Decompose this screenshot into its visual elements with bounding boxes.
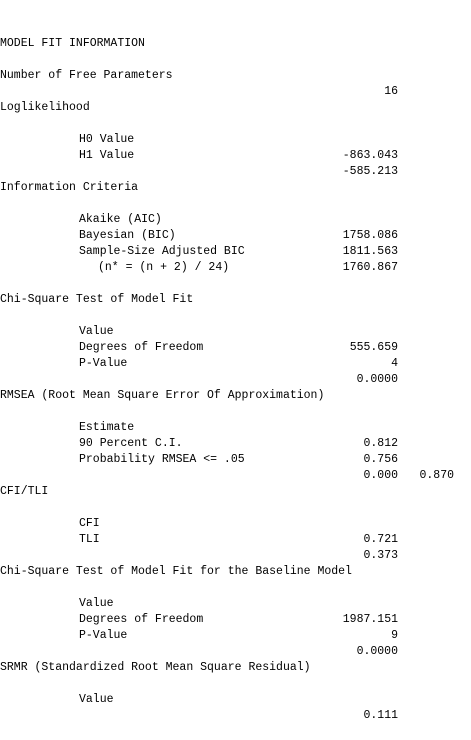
rmsea-estimate-value: 0.812: [363, 437, 398, 450]
srmr-header-row: [0, 644, 471, 674]
rmsea-prob-label: Probability RMSEA <= .05: [79, 453, 245, 466]
cfitli-header-row: [0, 468, 471, 498]
srmr-value-label: Value: [79, 693, 114, 706]
chisq-p-label: P-Value: [79, 357, 128, 370]
chisq-df-value: 4: [391, 357, 398, 370]
rmsea-header-row: [0, 372, 471, 402]
section-title-row: [0, 20, 471, 50]
baseline-value-label: Value: [79, 597, 114, 610]
srmr-header: SRMR (Standardized Root Mean Square Residual): [0, 661, 311, 674]
baseline-header-row: [0, 548, 471, 578]
bic-label: Bayesian (BIC): [79, 229, 176, 242]
chisq-p-row: [0, 340, 471, 386]
bic-value: 1811.563: [342, 245, 398, 258]
h1-label: H1 Value: [79, 149, 135, 162]
chisq-header-row: [0, 276, 471, 306]
sabic-label: Sample-Size Adjusted BIC: [79, 245, 245, 258]
baseline-df-value: 9: [391, 629, 398, 642]
free-params-row: [0, 52, 471, 98]
chisq-df-label: Degrees of Freedom: [79, 341, 204, 354]
baseline-df-label: Degrees of Freedom: [79, 613, 204, 626]
rmsea-estimate-label: Estimate: [79, 421, 135, 434]
tli-value: 0.373: [363, 549, 398, 562]
cfi-value: 0.721: [363, 533, 398, 546]
sabic-value: 1760.867: [342, 261, 398, 274]
h1-value: -585.213: [342, 165, 398, 178]
info-header-row: [0, 164, 471, 194]
chisq-header: Chi-Square Test of Model Fit: [0, 293, 194, 306]
baseline-header: Chi-Square Test of Model Fit for the Baseline Model: [0, 565, 352, 578]
baseline-p-label: P-Value: [79, 629, 128, 642]
chisq-value: 555.659: [349, 341, 398, 354]
h0-value: -863.043: [342, 149, 398, 162]
h0-label: H0 Value: [79, 133, 135, 146]
tli-label: TLI: [79, 533, 100, 546]
section-title: MODEL FIT INFORMATION: [0, 37, 145, 50]
rmsea-ci-high: 0.870: [419, 469, 454, 482]
chisq-p-value: 0.0000: [356, 373, 398, 386]
free-params-value: 16: [384, 85, 398, 98]
rmsea-header: RMSEA (Root Mean Square Error Of Approximation): [0, 389, 325, 402]
baseline-p-value: 0.0000: [356, 645, 398, 658]
aic-label: Akaike (AIC): [79, 213, 162, 226]
cfi-label: CFI: [79, 517, 100, 530]
info-header: Information Criteria: [0, 181, 139, 194]
baseline-p-row: [0, 612, 471, 658]
free-params-label: Number of Free Parameters: [0, 69, 173, 82]
aic-value: 1758.086: [342, 229, 398, 242]
loglik-header: Loglikelihood: [0, 101, 90, 114]
rmsea-prob-value: 0.000: [363, 469, 398, 482]
srmr-value-row: [0, 676, 471, 722]
loglik-header-row: [0, 84, 471, 114]
baseline-value: 1987.151: [342, 613, 398, 626]
sabic-note: (n* = (n + 2) / 24): [98, 261, 230, 274]
rmsea-ci-label: 90 Percent C.I.: [79, 437, 183, 450]
chisq-value-label: Value: [79, 325, 114, 338]
rmsea-ci-low: 0.756: [363, 453, 398, 466]
cfitli-header: CFI/TLI: [0, 485, 49, 498]
srmr-value: 0.111: [363, 709, 398, 722]
